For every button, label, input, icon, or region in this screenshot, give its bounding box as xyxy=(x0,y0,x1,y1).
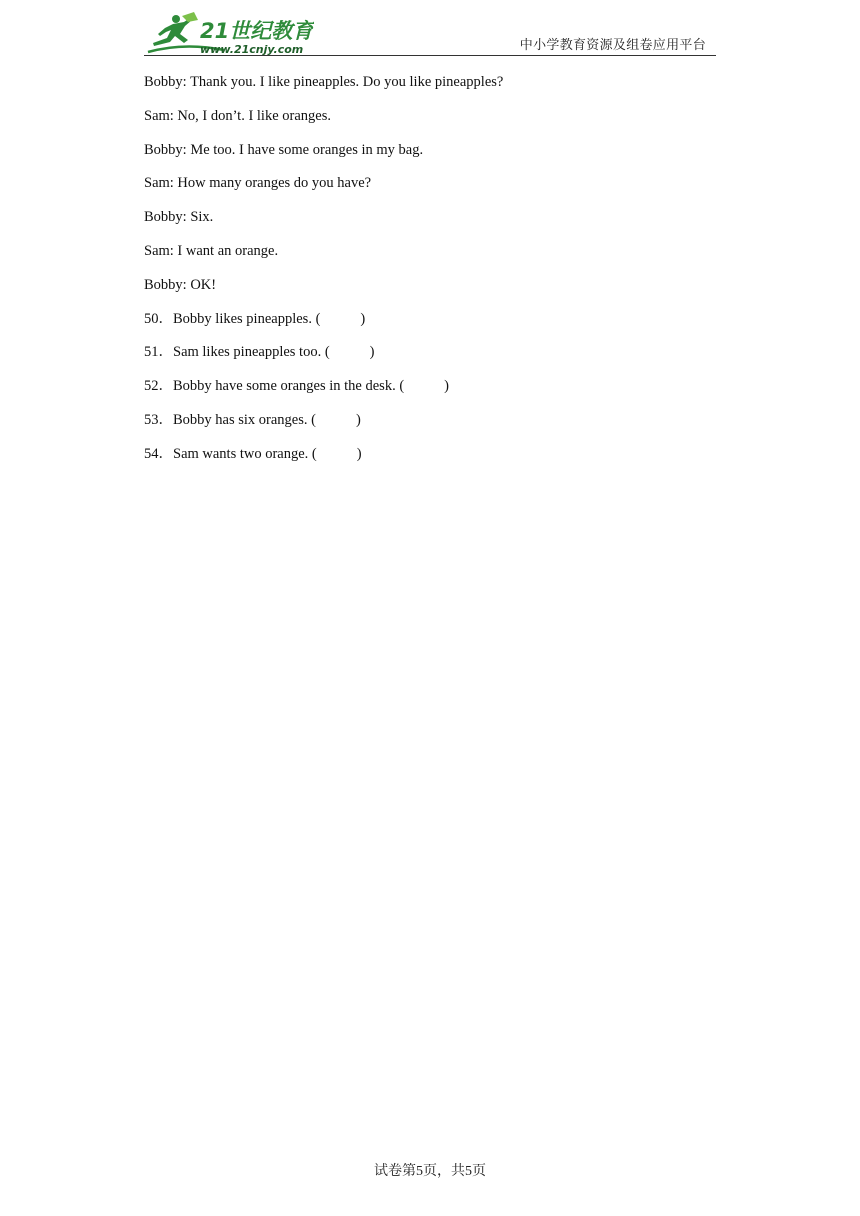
question-number: 50． xyxy=(144,310,173,327)
question-close: ) xyxy=(355,411,361,428)
question-item xyxy=(144,444,744,464)
question-text: Sam wants two orange. ( xyxy=(173,445,317,462)
question-text: Bobby has six oranges. ( xyxy=(173,411,316,428)
question-number: 53． xyxy=(144,411,173,428)
question-item xyxy=(144,410,744,430)
question-number: 51． xyxy=(144,344,173,361)
site-logo xyxy=(144,12,314,56)
page-footer: 试卷第5页，共5页 xyxy=(374,1164,486,1179)
header-divider xyxy=(144,55,716,56)
logo-main-text: 21世纪教育 xyxy=(200,19,314,43)
question-close: ) xyxy=(444,378,449,395)
runner-icon xyxy=(153,12,198,46)
platform-text: 中小学教育资源及组卷应用平台 xyxy=(519,37,706,52)
dialogue-line: Bobby: Me too. I have some oranges in my bag. xyxy=(144,141,424,158)
question-close: ) xyxy=(360,310,366,327)
question-close: ) xyxy=(356,445,362,462)
dialogue-line: Sam: I want an orange. xyxy=(144,242,279,259)
document-body xyxy=(144,72,744,478)
dialogue-line: Sam: How many oranges do you have? xyxy=(144,175,372,192)
dialogue-line: Bobby: Six. xyxy=(144,209,214,226)
dialogue-line: Sam: No, I don’t. I like oranges. xyxy=(144,107,331,124)
question-item xyxy=(144,309,744,329)
question-item xyxy=(144,376,744,396)
question-close: ) xyxy=(369,344,375,361)
dialogue-line: Bobby: OK! xyxy=(144,276,217,293)
question-number: 54． xyxy=(144,445,173,462)
question-number: 52． xyxy=(144,378,173,395)
question-text: Bobby likes pineapples. ( xyxy=(173,310,321,327)
page-header xyxy=(144,10,716,56)
logo-url-text: www.21cnjy.com xyxy=(200,43,304,56)
question-text: Sam likes pineapples too. ( xyxy=(173,344,330,361)
question-item xyxy=(144,342,744,362)
question-text: Bobby have some oranges in the desk. ( xyxy=(173,378,405,395)
dialogue-line: Bobby: Thank you. I like pineapples. Do you like pineapples? xyxy=(144,74,504,90)
